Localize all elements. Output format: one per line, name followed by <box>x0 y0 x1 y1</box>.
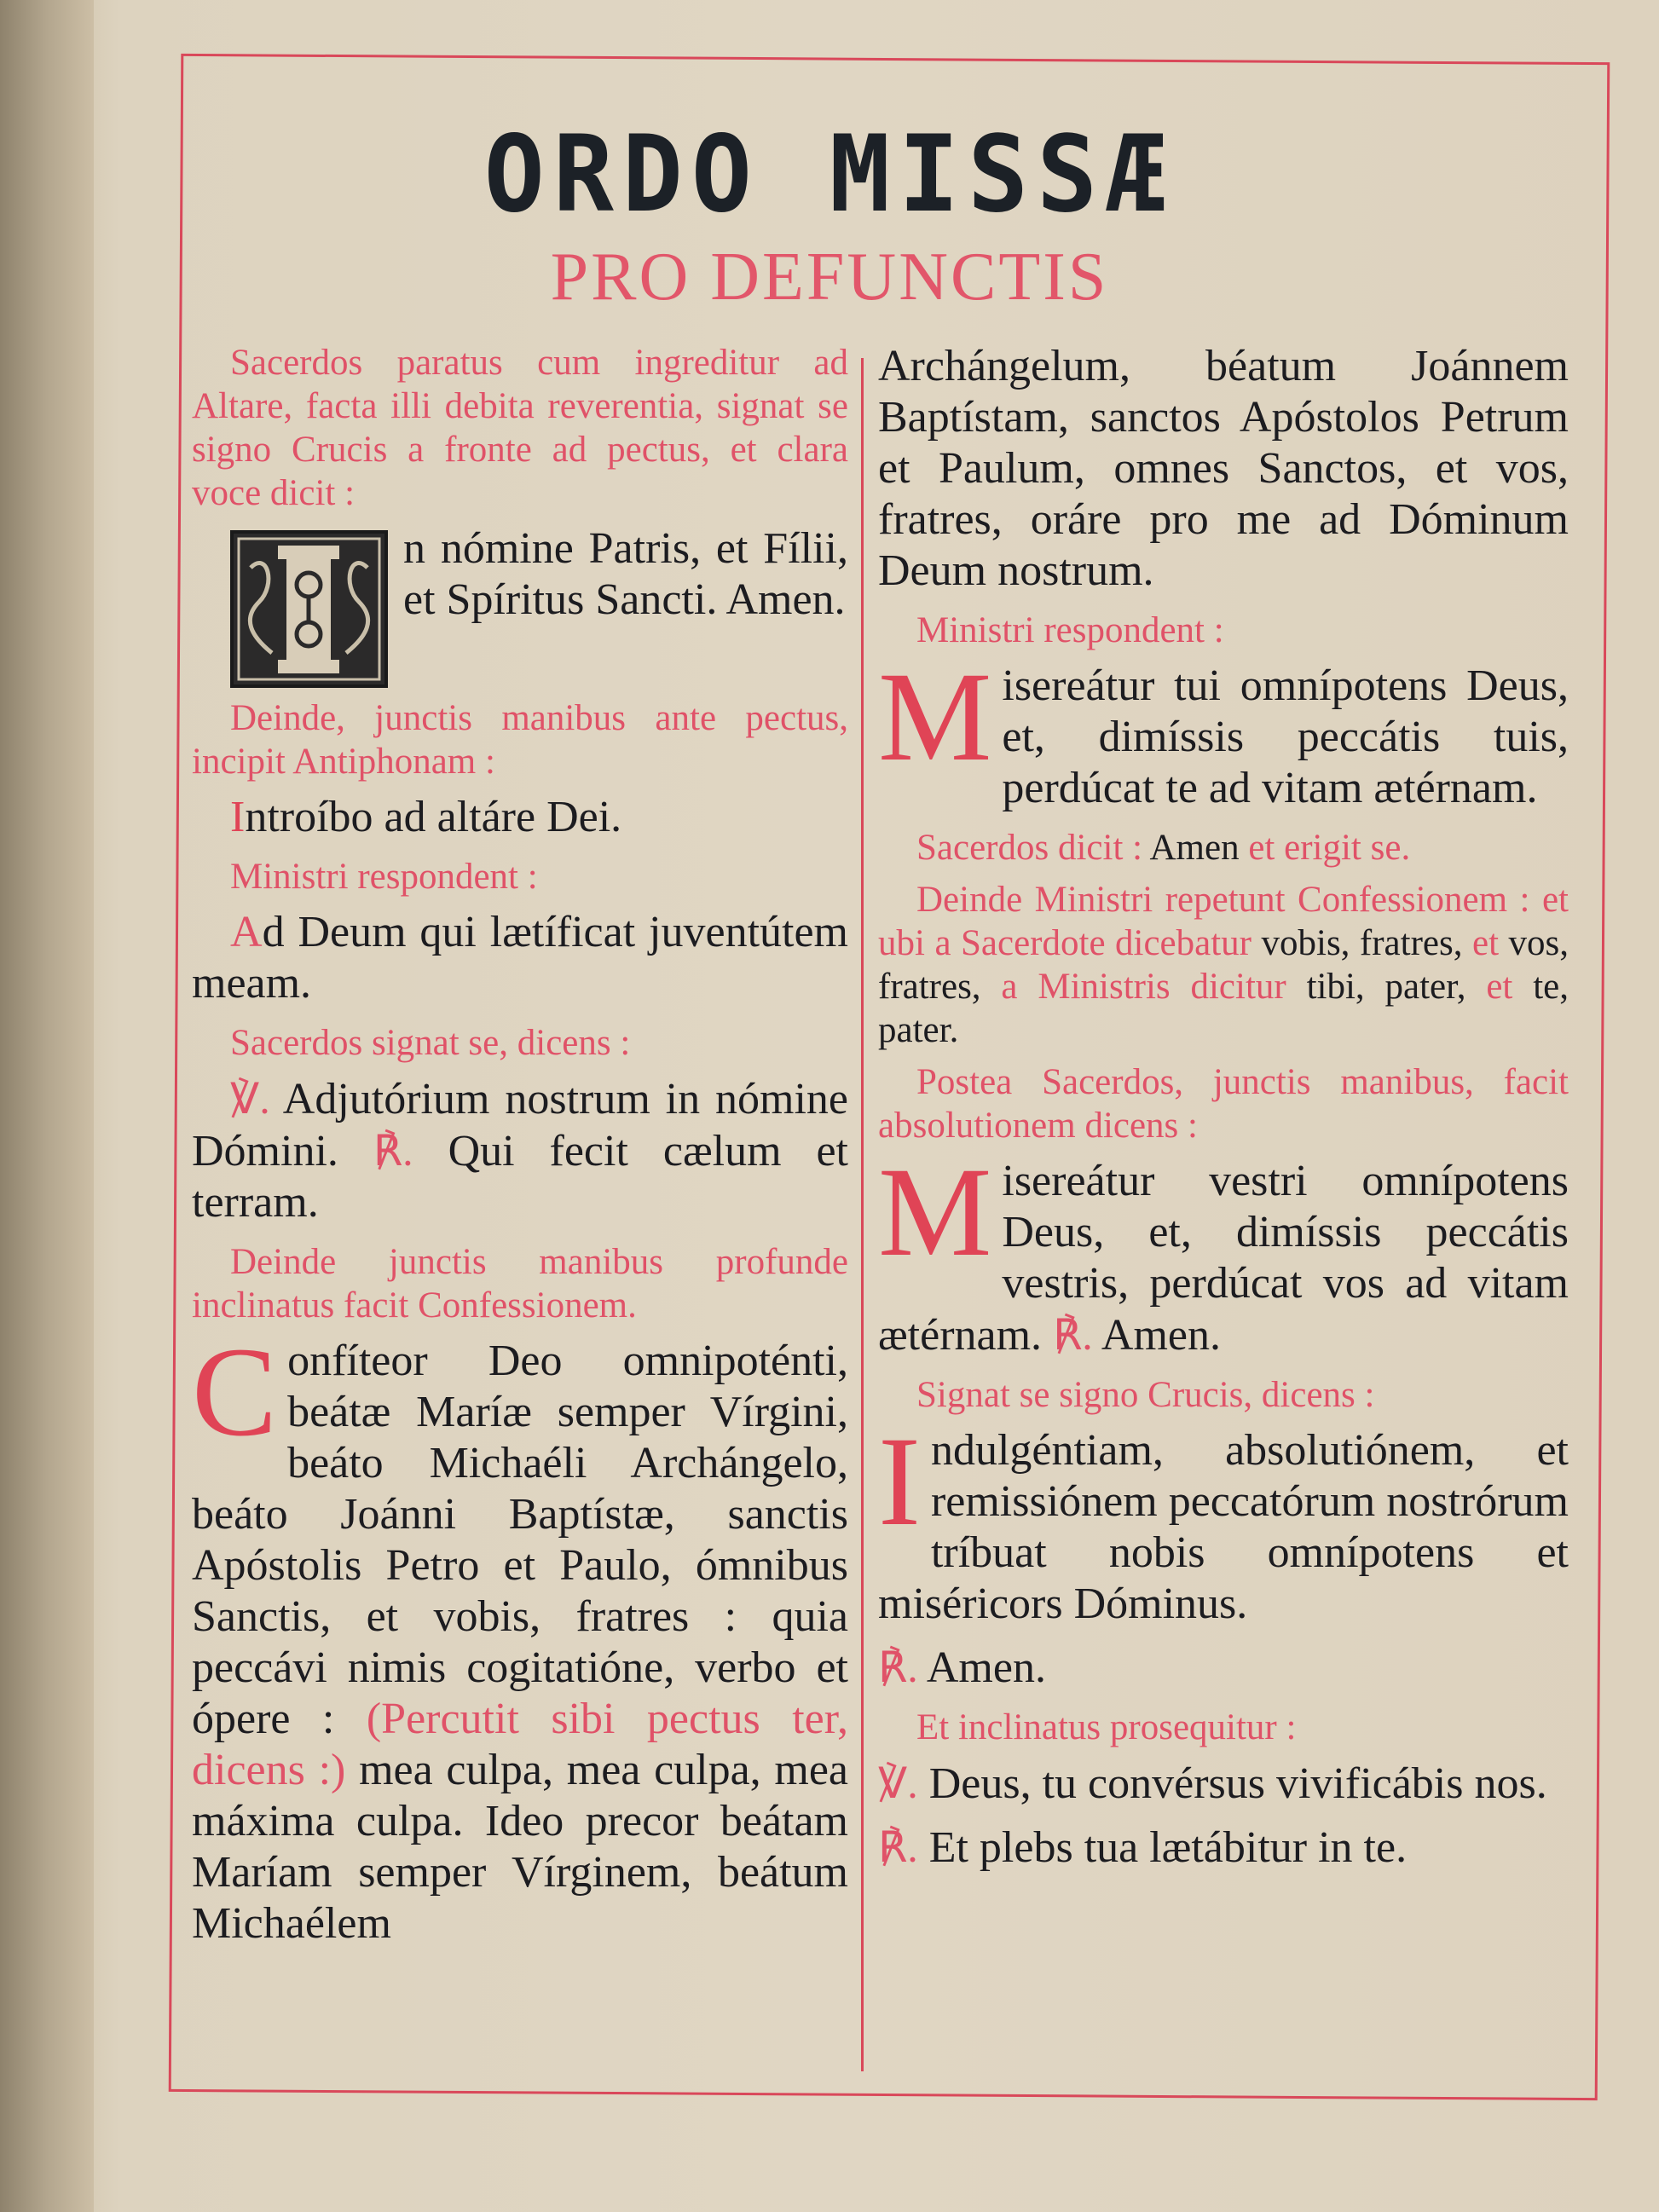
et-plebs-text: Et plebs tua lætábitur in te. <box>928 1823 1408 1872</box>
rubric-inclinatus: Et inclinatus prosequitur : <box>916 1707 1297 1747</box>
rubric3-part-h: te, pater. <box>878 967 1569 1050</box>
rubric-absolutionem: Postea Sacerdos, junctis manibus, facit absolutionem dicens : <box>878 1062 1569 1146</box>
confiteor-text-2: mea culpa, mea culpa, mea máxima culpa. Ideo precor beátam Maríam semper Vírginem, beátum Michaélem <box>192 1746 849 1948</box>
page-subtitle: PRO DEFUNCTIS <box>550 240 1109 315</box>
rubric3-part-e: a Ministris dicitur <box>1001 967 1286 1007</box>
page-title: ORDO MISSÆ <box>483 112 1176 236</box>
response-symbol-3: ℟. <box>878 1643 918 1691</box>
deus-tu-text: Deus, tu convérsus vivificábis nos. <box>928 1759 1547 1808</box>
rubric3-part-a: Deinde Ministri repetunt Confessionem : et ubi a Sacerdote dicebatur <box>878 880 1569 963</box>
response-symbol-2: ℟. <box>1053 1311 1093 1359</box>
rubric-repetunt-confessionem <box>878 878 1569 1052</box>
introibo-line <box>192 792 848 843</box>
misereatur-tui-text: isereátur tui omnípotens Deus, et, dimíssis peccátis tuis, perdúcat te ad vitam ætérnam. <box>1002 661 1569 812</box>
misereatur-vestri-text: isereátur vestri omnípotens Deus, et, dimíssis peccátis vestris, perdúcat vos ad vitam ætérnam. <box>878 1157 1569 1360</box>
right-column <box>878 341 1569 1886</box>
ad-deum-text: d Deum qui lætíficat juventútem meam. <box>192 908 848 1008</box>
adjutorium-text: Adjutórium nostrum in nómine Dómini. <box>192 1075 848 1175</box>
in-nomine-block <box>192 523 848 691</box>
indulgentiam-amen-line <box>878 1642 1569 1694</box>
indulgentiam-initial: I <box>878 1411 921 1552</box>
indulgentiam-paragraph <box>878 1411 1569 1630</box>
confiteor-text-1: onfíteor Deo omnipoténti, beátæ Maríæ semper Vírgini, beáto Michaéli Archángelo, beáto Joánni Baptístæ, sanctis Apóstolis Petro et Paulo, ómnibus Sanctis, et vobis, fratres : quia peccávi nimis cogitatióne, verbo et ópere : <box>192 1337 848 1743</box>
deus-tu-line <box>878 1758 1569 1810</box>
et-plebs-line <box>878 1822 1569 1874</box>
response-symbol: ℟. <box>373 1127 413 1175</box>
misereatur-tui-paragraph <box>878 646 1569 814</box>
rubric-ministri-respondent: Ministri respondent : <box>230 857 538 897</box>
rubric-sacerdos-dicit-a: Sacerdos dicit : <box>916 828 1143 868</box>
misereatur-vestri-paragraph <box>878 1141 1569 1361</box>
rubric3-part-f: tibi, pater, <box>1306 967 1466 1007</box>
amen-text: Amen. <box>1101 1311 1222 1360</box>
introibo-initial: I <box>230 793 246 841</box>
versicle-symbol-2: ℣. <box>878 1759 918 1807</box>
response-symbol-4: ℟. <box>878 1823 918 1871</box>
adjutorium-line <box>192 1073 848 1228</box>
rubric3-part-d: vos, fratres, <box>878 923 1569 1007</box>
rubric-confessionem: Deinde junctis manibus profunde inclinatus facit Confessionem. <box>192 1242 848 1325</box>
ad-deum-line <box>192 907 848 1009</box>
column-divider <box>861 358 864 2071</box>
rubric-sacerdos-dicit <box>878 826 1569 869</box>
book-gutter <box>0 0 94 2212</box>
rubric-sacerdos-signat: Sacerdos signat se, dicens : <box>230 1023 631 1063</box>
confiteor-paragraph <box>192 1321 849 1949</box>
misereatur-vestri-initial: M <box>878 1141 992 1283</box>
confiteor-initial: C <box>192 1321 278 1463</box>
rubric-ministri-respondent-2: Ministri respondent : <box>916 610 1224 650</box>
confiteor-continuation: Archángelum, béatum Joánnem Baptístam, sanctos Apóstolos Petrum et Paulum, omnes Sanctos, et vos, fratres, oráre pro me ad Dóminum Deum nostrum. <box>878 342 1569 595</box>
rubric-sacerdos-paratus: Sacerdos paratus cum ingreditur ad Altare, facta illi debita reverentia, signat se signo Crucis a fronte ad pectus, et clara voce dicit : <box>192 343 848 513</box>
rubric-signat-se: Signat se signo Crucis, dicens : <box>916 1375 1375 1415</box>
rubric-deinde-junctis: Deinde, junctis manibus ante pectus, incipit Antiphonam : <box>192 698 848 782</box>
ornate-initial-i-icon <box>230 530 388 688</box>
in-nomine-text: n nómine Patris, et Fílii, et Spíritus Sancti. Amen. <box>403 524 848 624</box>
rubric-erigit-se: et erigit se. <box>1248 828 1411 868</box>
indulgentiam-text: ndulgéntiam, absolutiónem, et remissiónem peccatórum nostrórum tríbuat nobis omnípotens et miséricors Dóminus. <box>878 1426 1569 1628</box>
rubric3-part-c: et <box>1471 923 1500 963</box>
amen-text-2: Amen. <box>926 1643 1046 1692</box>
rubric3-part-g: et <box>1486 967 1513 1007</box>
rubric3-part-b: vobis, fratres, <box>1261 923 1463 963</box>
rubric-amen-word: Amen <box>1149 828 1240 868</box>
misereatur-tui-initial: M <box>878 646 992 788</box>
introibo-text: ntroíbo ad altáre Dei. <box>245 793 622 841</box>
left-column <box>192 341 848 1961</box>
ad-deum-initial: A <box>230 908 263 956</box>
qui-fecit-text: Qui fecit cælum et terram. <box>192 1127 849 1227</box>
confiteor-rubric: (Percutit sibi pectus ter, dicens :) <box>192 1695 848 1794</box>
versicle-symbol: ℣. <box>230 1075 270 1123</box>
